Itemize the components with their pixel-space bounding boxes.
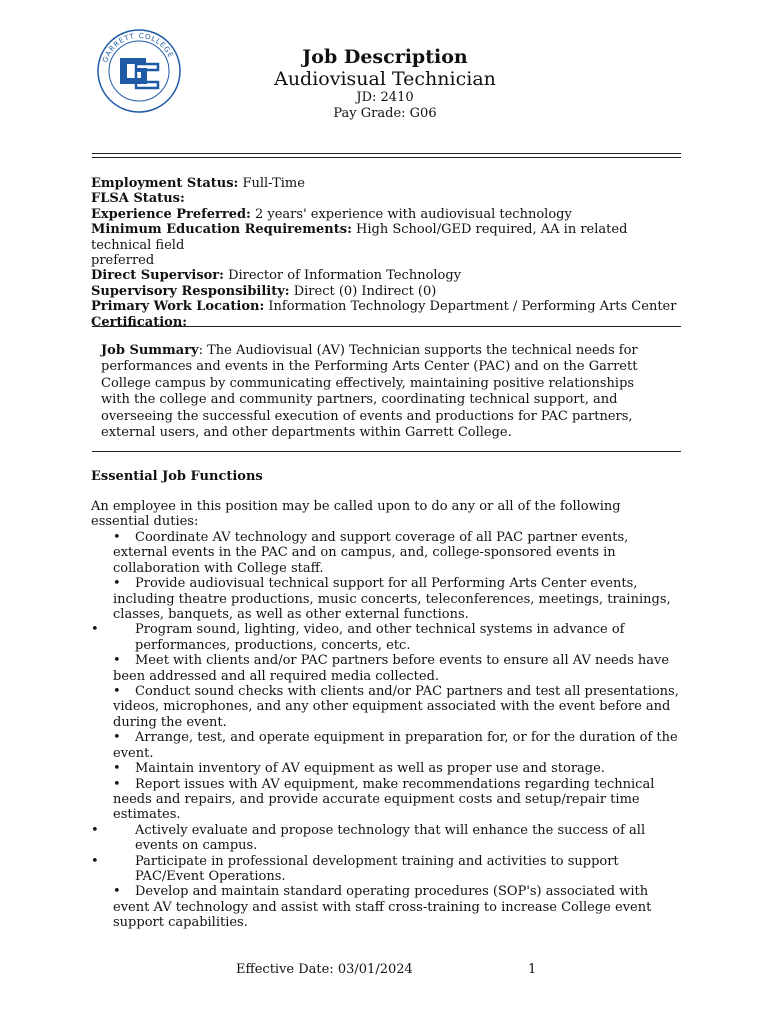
list-item: • Conduct sound checks with clients and/or PAC partners and test all presentations, videos, microphones, and any other equipment associated with the event before and during the event. <box>113 684 679 730</box>
essential-functions-list <box>91 530 683 931</box>
field-employment-status: Employment Status: Full-Time <box>91 176 305 191</box>
summary-bottom-divider <box>92 451 681 452</box>
list-item: • Program sound, lighting, video, and other technical systems in advance of performances, productions, concerts, etc. <box>91 622 625 653</box>
list-item: • Arrange, test, and operate equipment in preparation for, or for the duration of the event. <box>113 730 678 761</box>
list-item: • Maintain inventory of AV equipment as well as proper use and storage. <box>113 761 605 777</box>
job-fields <box>91 176 681 330</box>
summary-top-divider <box>92 326 681 327</box>
job-id: JD: 2410 <box>356 90 414 105</box>
list-item: • Report issues with AV equipment, make recommendations regarding technical needs and repairs, and provide accurate equipment costs and setup/repair time estimates. <box>113 776 655 823</box>
field-certification: Certification: <box>91 314 188 330</box>
garrett-college-logo <box>96 28 182 114</box>
svg-text:GARRETT COLLEGE: GARRETT COLLEGE <box>101 31 176 64</box>
list-item: • Coordinate AV technology and support coverage of all PAC partner events, external events in the PAC and on campus, and, college-sponsored events in collaboration with College staff. <box>113 530 629 576</box>
job-summary-text: : The Audiovisual (AV) Technician supports the technical needs for performances and events in the Performing Arts Center (PAC) and on the Garrett College campus by communicating effectively, maintaining positive relationships with the college and community partners, coordinating technical support, and overseeing the successful execution of events and productions for PAC partners, external users, and other departments within Garrett College. <box>101 343 638 441</box>
field-flsa-status: FLSA Status: <box>91 191 185 207</box>
header-divider <box>92 153 681 158</box>
field-experience-preferred: Experience Preferred: 2 years' experience with audiovisual technology <box>91 206 572 222</box>
document-header <box>230 46 540 122</box>
field-supervisory-responsibility: Supervisory Responsibility: Direct (0) Indirect (0) <box>91 283 437 299</box>
field-primary-work-location: Primary Work Location: Information Technology Department / Performing Arts Center <box>91 299 677 315</box>
pay-grade: Pay Grade: G06 <box>333 106 437 121</box>
list-item: • Meet with clients and/or PAC partners before events to ensure all AV needs have been addressed and all required media collected. <box>113 653 670 684</box>
field-minimum-education: Minimum Education Requirements: High School/GED required, AA in related technical field <box>91 222 628 253</box>
job-summary-label: Job Summary <box>101 343 199 358</box>
page-title: Job Description <box>302 46 468 68</box>
list-item: • Provide audiovisual technical support for all Performing Arts Center events, including theatre productions, music concerts, teleconferences, meetings, trainings, classes, banquets, as well as other external functions. <box>113 576 671 623</box>
list-item: • Develop and maintain standard operating procedures (SOP's) associated with event AV technology and assist with staff cross-training to increase College event support capabilities. <box>113 884 652 931</box>
job-summary <box>101 343 661 441</box>
list-item: • Actively evaluate and propose technology that will enhance the success of all events on campus. <box>91 822 646 854</box>
list-item: • Participate in professional development training and activities to support PAC/Event Operations. <box>91 853 619 884</box>
effective-date: Effective Date: 03/01/2024 <box>236 962 413 977</box>
page-number: 1 <box>528 962 537 977</box>
essential-functions-intro: An employee in this position may be called upon to do any or all of the following essential duties: <box>91 499 621 530</box>
job-title: Audiovisual Technician <box>274 68 496 90</box>
essential-functions-heading: Essential Job Functions <box>91 469 263 484</box>
field-direct-supervisor: Direct Supervisor: Director of Information Technology <box>91 268 462 284</box>
field-minimum-education-cont: preferred <box>91 253 155 269</box>
